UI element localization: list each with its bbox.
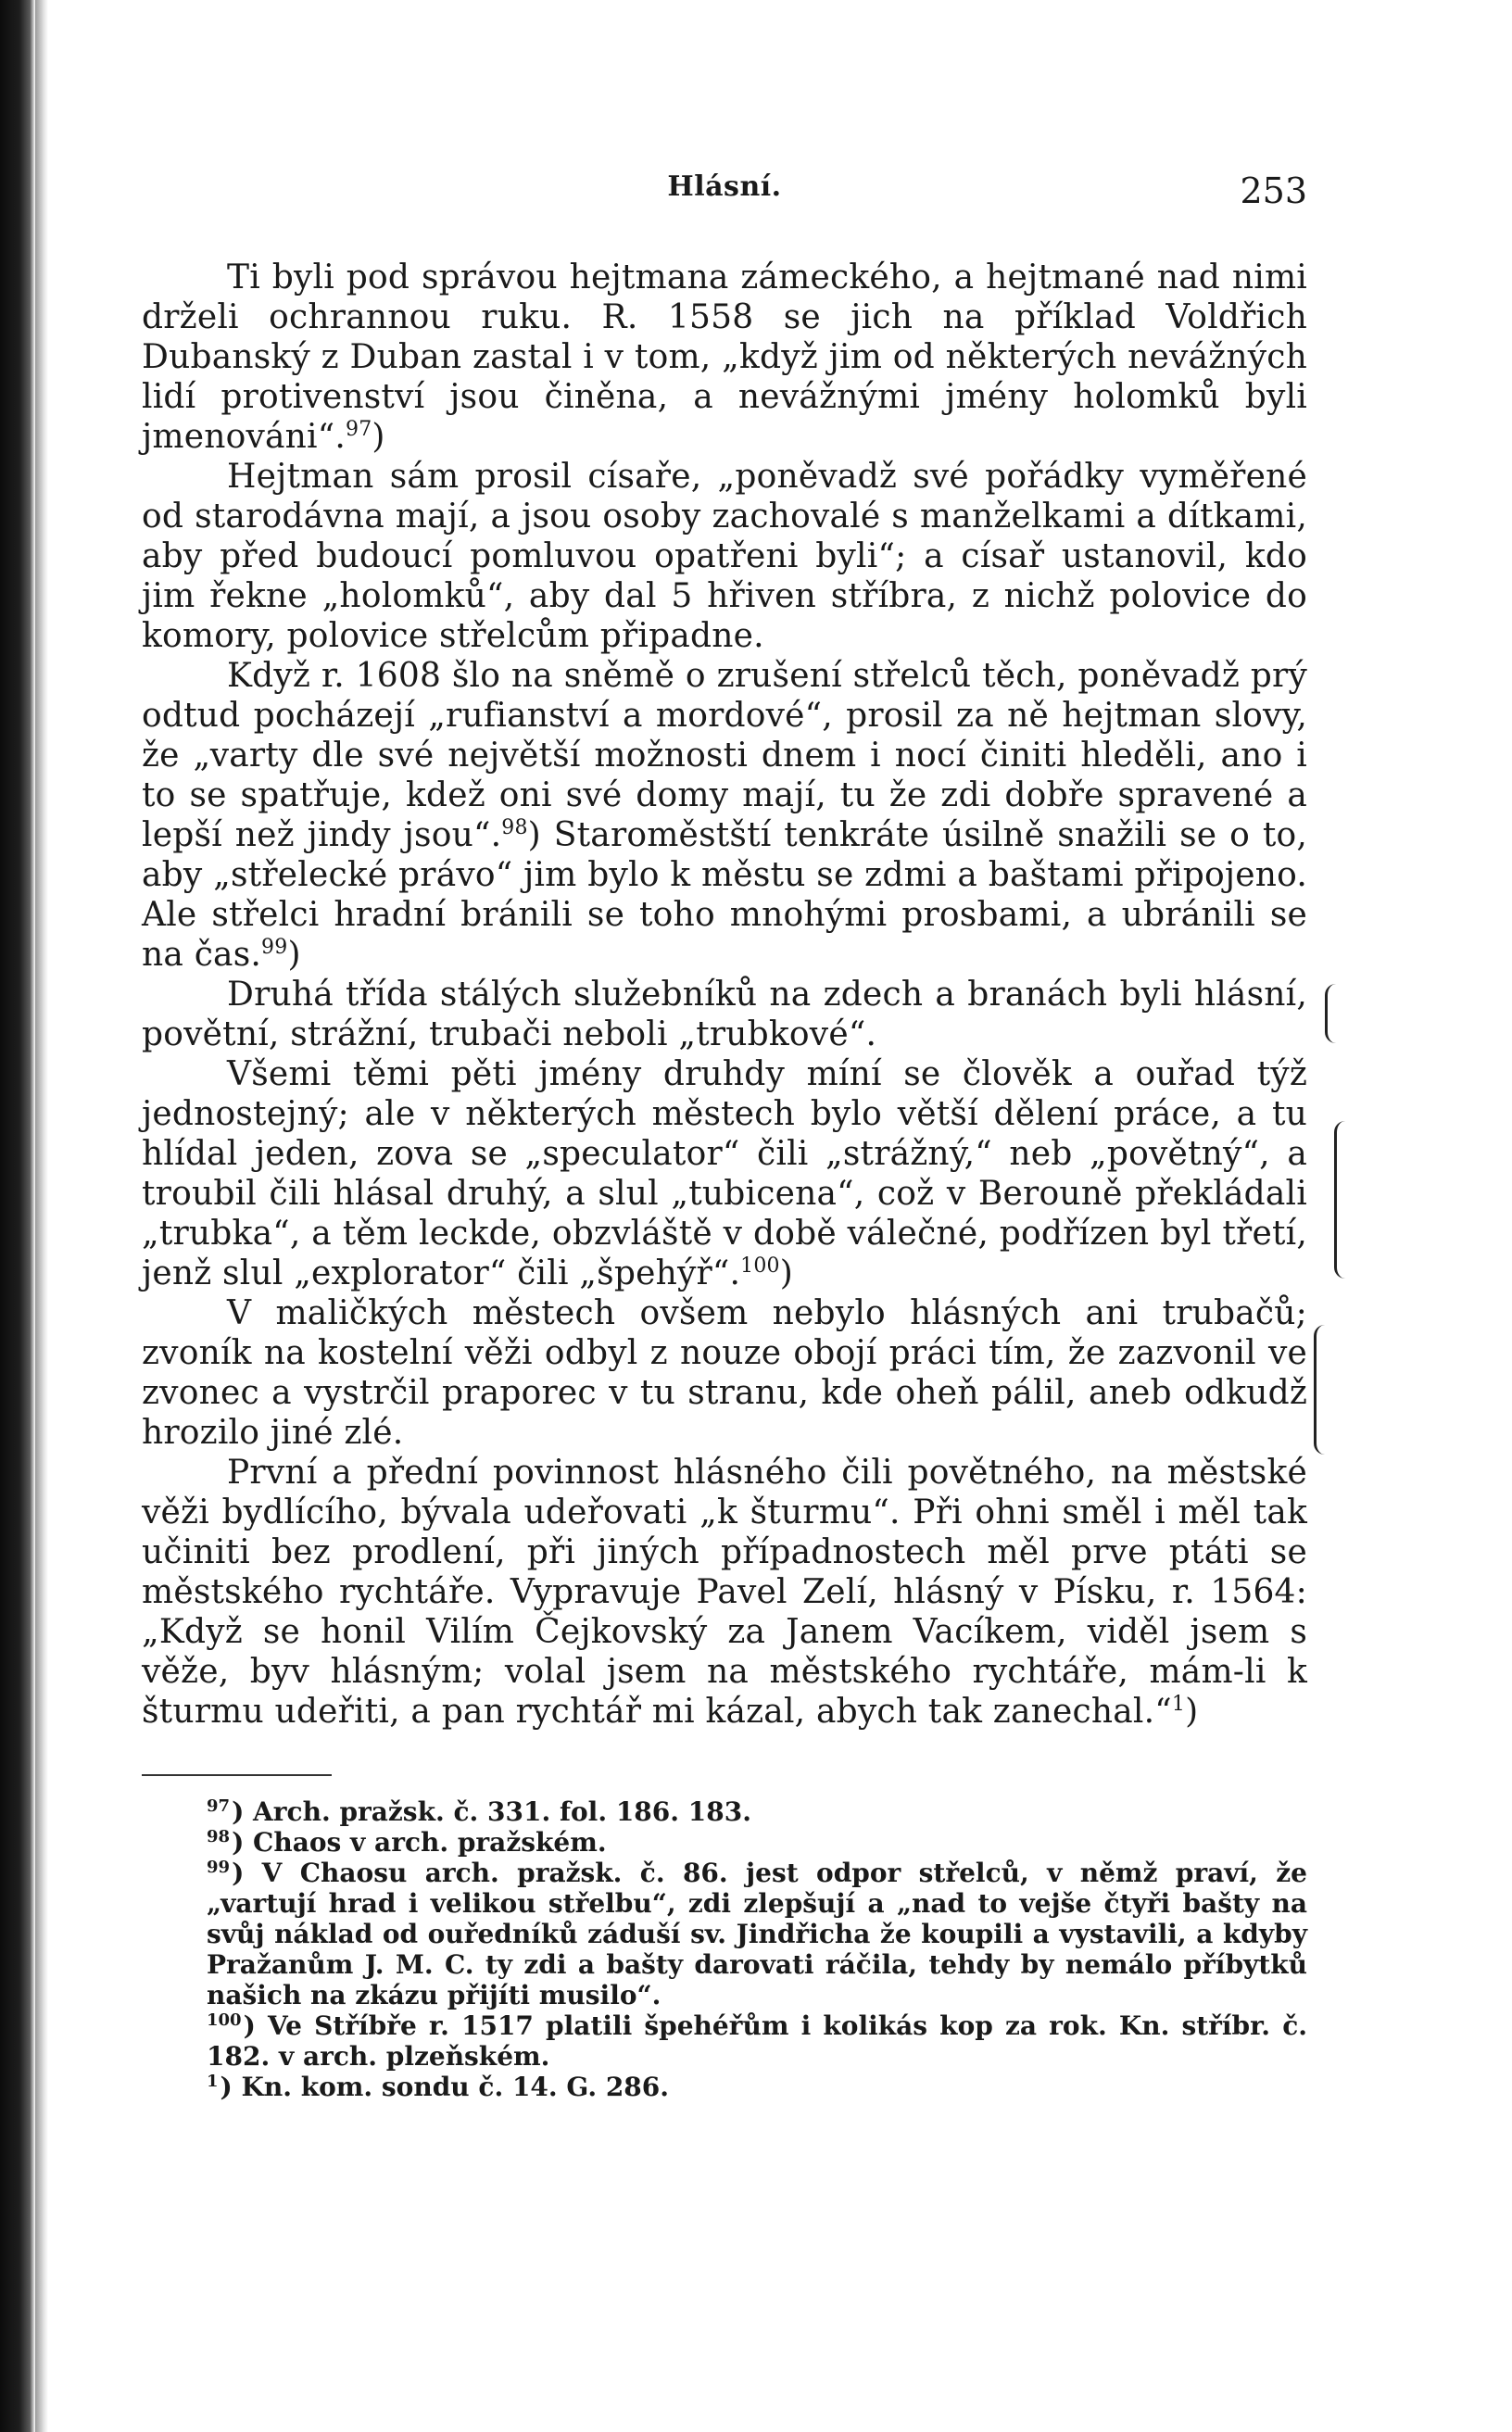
scan-edge [0, 0, 35, 2432]
paragraph [142, 975, 1307, 1054]
paragraph-text: ) [1185, 1693, 1199, 1731]
paragraph-text: Ti byli pod správou hejtmana zámeckého, a hejtmané nad nimi drželi ochrannou ruku. R. 1558 se jich na příklad Voldřich Dubanský z Duban zastal i v tom, „když jim od některých nevážných lidí protivenství jsou činěna, a nevážnými jmény holomků byli jmenováni“. [142, 258, 1307, 456]
paragraph [142, 1054, 1307, 1293]
page-header [142, 158, 1307, 224]
footnote-ref: 98 [501, 816, 528, 839]
footnote-ref: 97 [346, 418, 372, 441]
paragraph-text: Druhá třída stálých služebníků na zdech a branách byli hlásní, povětní, strážní, trubači neboli „trubkové“. [142, 976, 1307, 1053]
margin-pencil-mark [1325, 984, 1337, 1043]
paragraph-text: První a přední povinnost hlásného čili povětného, na městské věži bydlícího, bývala udeřovati „k šturmu“. Při ohni směl i měl tak učiniti bez prodlení, při jiných případnostech měl prve ptáti se městského rychtáře. Vypravuje Pavel Zelí, hlásný v Písku, r. 1564: „Když se honil Vilím Čejkovský za Janem Vacíkem, viděl jsem s věže, byv hlásným; volal jsem na městského rychtáře, mám-li k šturmu udeřiti, a pan rychtář mi kázal, abych tak zanechal.“ [142, 1454, 1307, 1731]
body-text [142, 258, 1307, 1732]
footnote-mark: 99 [207, 1857, 231, 1877]
footnote-ref: 100 [740, 1254, 780, 1278]
paragraph-text: Všemi těmi pěti jmény druhdy míní se člověk a ouřad týž jednostejný; ale v některých městech bylo větší dělení práce, a tu hlídal jeden, zova se „speculator“ čili „strážný,“ neb „povětný“, a troubil čili hlásal druhý, a slul „tubicena“, což v Berouně překládali „trubka“, a těm leckde, obzvláště v době válečné, podřízen byl třetí, jenž slul „explorator“ čili „špehýř“. [142, 1055, 1307, 1292]
footnote-rule [142, 1774, 332, 1776]
paragraph-text: Když r. 1608 šlo na sněmě o zrušení střelců těch, poněvadž prý odtud pocházejí „rufianství a mordové“, prosil za ně hejtman slovy, že „varty dle své největší možnosti dnem i nocí činiti hleděli, ano i to se spatřuje, kdež oni své domy mají, tu že zdi dobře spravené a lepší než jindy jsou“. [142, 657, 1307, 854]
book-page [142, 158, 1307, 2102]
footnote-mark: 97 [207, 1796, 231, 1816]
footnote-ref: 1 [1171, 1693, 1186, 1716]
footnote-text: ) V Chaosu arch. pražsk. č. 86. jest odpor střelců, v němž praví, že „vartují hrad i velikou střelbu“, zdi zlepšují a „nad to vejše čtyři bašty na svůj náklad od ouředníků záduší sv. Jindřicha že koupili a vystavili, a kdyby Pražanům J. M. C. ty zdi a bašty darovati ráčila, tehdy by nemálo příbytků našich na zkázu přijíti musilo“. [207, 1858, 1307, 2010]
scan-edge-shadow [35, 0, 48, 2432]
footnote [207, 1858, 1307, 2010]
footnote-text: ) Kn. kom. sondu č. 14. G. 286. [220, 2072, 670, 2102]
paragraph [142, 656, 1307, 975]
footnote [207, 1796, 1307, 1827]
margin-pencil-mark [1334, 1121, 1346, 1279]
paragraph-text: ) [287, 936, 301, 974]
footnote-text: ) Arch. pražsk. č. 331. fol. 186. 183. [232, 1796, 751, 1827]
paragraph-text: ) [372, 418, 385, 456]
footnote-mark: 100 [207, 2010, 242, 2030]
footnote-ref: 99 [261, 936, 288, 959]
paragraph [142, 258, 1307, 457]
paragraph-text: Hejtman sám prosil císaře, „poněvadž své pořádky vyměřené od starodávna mají, a jsou osoby zachovalé s manželkami a dítkami, aby před budoucí pomluvou opatřeni byli“; a císař ustanovil, kdo jim řekne „holomků“, aby dal 5 hřiven stříbra, z nichž polovice do komory, polovice střelcům připadne. [142, 458, 1307, 655]
page-number: 253 [1240, 170, 1307, 211]
footnote-text: ) Chaos v arch. pražském. [232, 1827, 607, 1858]
margin-pencil-mark [1314, 1325, 1326, 1455]
running-head: Hlásní. [667, 170, 782, 203]
paragraph [142, 457, 1307, 656]
footnote [207, 1827, 1307, 1858]
footnote-mark: 1 [207, 2071, 219, 2091]
footnote-mark: 98 [207, 1826, 231, 1846]
paragraph-text: ) Staroměstští tenkráte úsilně snažili se o to, aby „střelecké právo“ jim bylo k městu se zdmi a baštami připojeno. Ale střelci hradní bránili se toho mnohými prosbami, a ubránili se na čas. [142, 816, 1307, 974]
paragraph [142, 1453, 1307, 1732]
footnotes [207, 1796, 1307, 2102]
paragraph [142, 1293, 1307, 1453]
paragraph-text: ) [779, 1254, 793, 1292]
footnote [207, 2010, 1307, 2072]
paragraph-text: V maličkých městech ovšem nebylo hlásných ani trubačů; zvoník na kostelní věži odbyl z nouze obojí práci tím, že zazvonil ve zvonec a vystrčil praporec v tu stranu, kde oheň pálil, aneb odkudž hrozilo jiné zlé. [142, 1294, 1307, 1452]
footnote-text: ) Ve Stříbře r. 1517 platili špehéřům i kolikás kop za rok. Kn. stříbr. č. 182. v arch. plzeňském. [207, 2010, 1307, 2072]
footnote [207, 2072, 1307, 2102]
